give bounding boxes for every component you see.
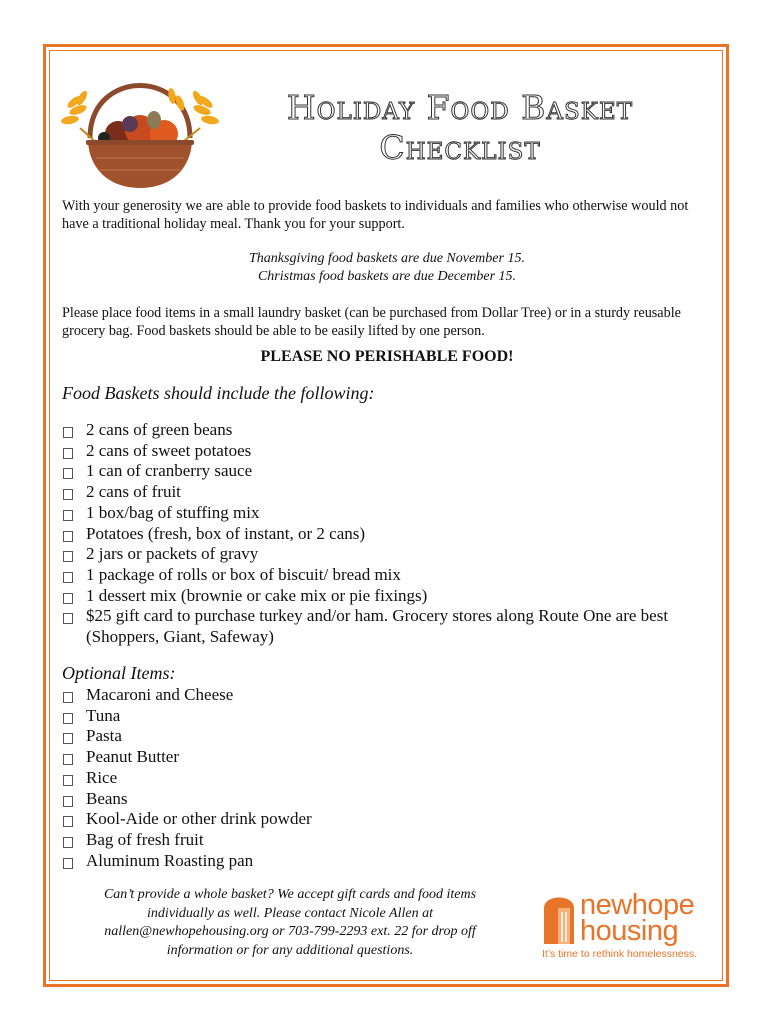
list-item: Aluminum Roasting pan [62, 851, 722, 872]
checkbox-icon[interactable] [63, 692, 73, 703]
list-item: 2 cans of green beans [62, 420, 722, 441]
house-icon [542, 886, 576, 946]
checkbox-icon[interactable] [63, 775, 73, 786]
logo-word-newhope: newhope [580, 889, 695, 921]
checkbox-icon[interactable] [63, 427, 73, 438]
list-item: $25 gift card to purchase turkey and/or ham. Grocery stores along Route One are best (Shoppers, Giant, Safeway) [62, 606, 722, 647]
logo-tagline: It’s time to rethink homelessness. [542, 948, 698, 960]
checkbox-icon[interactable] [63, 551, 73, 562]
checkbox-icon[interactable] [63, 754, 73, 765]
optional-items-list [62, 685, 722, 871]
list-item: Beans [62, 789, 722, 810]
logo-word-housing: housing [580, 915, 679, 947]
list-heading: Food Baskets should include the following: [62, 383, 375, 403]
list-item: 1 box/bag of stuffing mix [62, 503, 722, 524]
checkbox-icon[interactable] [63, 733, 73, 744]
list-item: Kool-Aide or other drink powder [62, 809, 722, 830]
page-title: Holiday Food Basket Checklist [286, 88, 634, 167]
checkbox-icon[interactable] [63, 816, 73, 827]
checkbox-icon[interactable] [63, 531, 73, 542]
due-date-thanksgiving: Thanksgiving food baskets are due November 15. [249, 251, 525, 266]
required-items-list [62, 420, 722, 648]
list-item: Tuna [62, 706, 722, 727]
list-item: Rice [62, 768, 722, 789]
due-dates [62, 250, 712, 286]
checkbox-icon[interactable] [63, 613, 73, 624]
optional-heading: Optional Items: [62, 663, 176, 683]
new-hope-housing-logo [540, 880, 720, 962]
list-item: Pasta [62, 726, 722, 747]
checkbox-icon[interactable] [63, 510, 73, 521]
intro-paragraph: With your generosity we are able to provide food baskets to individuals and families who otherwise would not have a traditional holiday meal. Thank you for your support. [62, 198, 689, 232]
list-item: Potatoes (fresh, box of instant, or 2 cans) [62, 524, 722, 545]
list-item: 1 package of rolls or box of biscuit/ bread mix [62, 565, 722, 586]
checkbox-icon[interactable] [63, 796, 73, 807]
list-item: 2 cans of fruit [62, 482, 722, 503]
checkbox-icon[interactable] [63, 448, 73, 459]
list-item: Bag of fresh fruit [62, 830, 722, 851]
instructions-paragraph: Please place food items in a small laundry basket (can be purchased from Dollar Tree) or in a sturdy reusable grocery bag. Food baskets should be able to be easily lifted by one person. [62, 305, 681, 339]
list-item: 1 can of cranberry sauce [62, 461, 722, 482]
list-item: 2 cans of sweet potatoes [62, 441, 722, 462]
list-item: Macaroni and Cheese [62, 685, 722, 706]
checkbox-icon[interactable] [63, 468, 73, 479]
checkbox-icon[interactable] [63, 713, 73, 724]
contact-note: Can’t provide a whole basket? We accept gift cards and food items individually as well. Please contact Nicole Allen at nallen@newhopehousing.org or 703-799-2293 ext. 22 for drop off information or for any additional questions. [103, 887, 477, 958]
no-perishable-warning: PLEASE NO PERISHABLE FOOD! [260, 348, 514, 365]
list-item: Peanut Butter [62, 747, 722, 768]
checkbox-icon[interactable] [63, 572, 73, 583]
due-date-christmas: Christmas food baskets are due December 15. [257, 269, 517, 284]
checkbox-icon[interactable] [63, 489, 73, 500]
checkbox-icon[interactable] [63, 858, 73, 869]
list-item: 1 dessert mix (brownie or cake mix or pie fixings) [62, 586, 722, 607]
checkbox-icon[interactable] [63, 837, 73, 848]
list-item: 2 jars or packets of gravy [62, 544, 722, 565]
food-basket-icon [60, 58, 220, 208]
checkbox-icon[interactable] [63, 593, 73, 604]
